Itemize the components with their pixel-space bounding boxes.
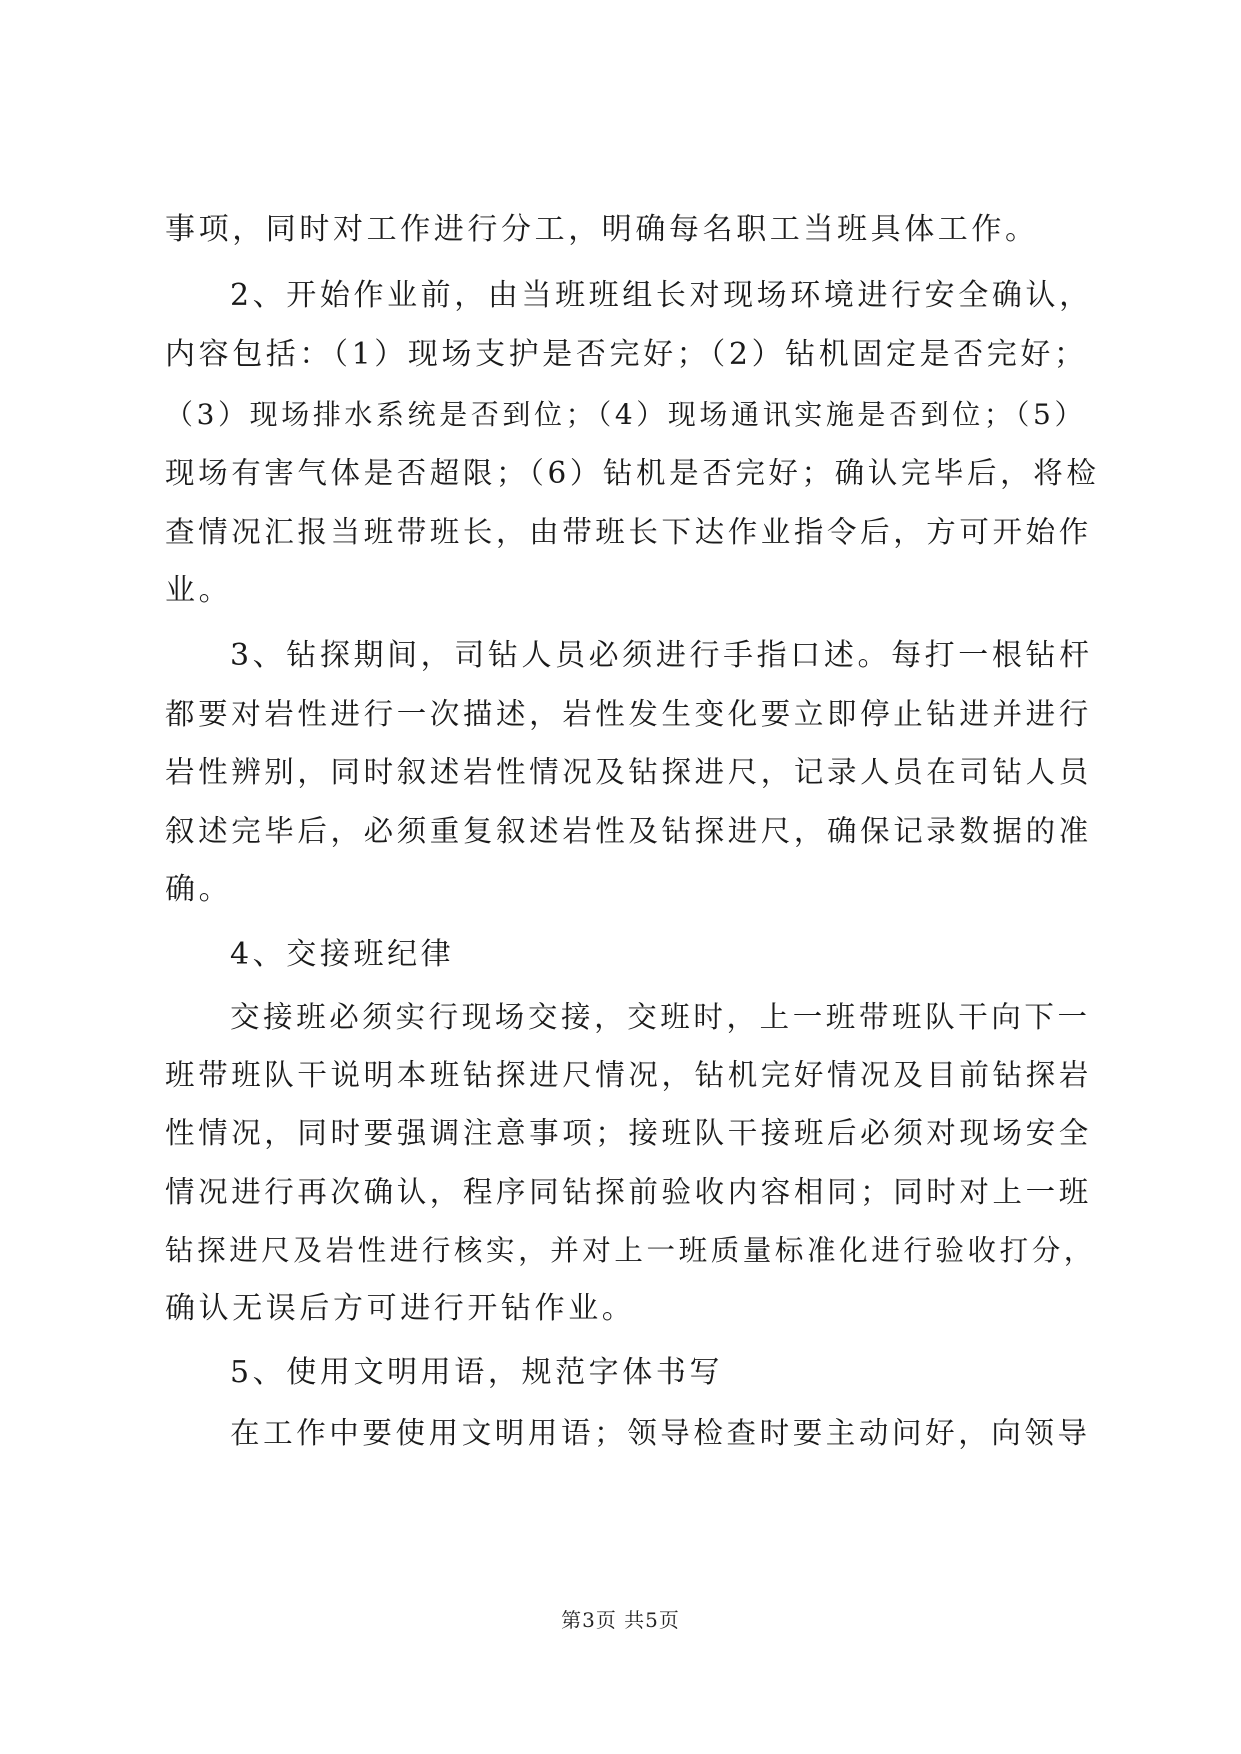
text-line: 交接班必须实行现场交接，交班时，上一班带班队干向下一 bbox=[230, 1000, 1091, 1034]
text-line: 内容包括：（1）现场支护是否完好；（2）钻机固定是否完好； bbox=[165, 337, 1088, 372]
text-line: 班带班队干说明本班钻探进尺情况，钻机完好情况及目前钻探岩 bbox=[165, 1058, 1092, 1092]
text-line: 2、开始作业前，由当班班组长对现场环境进行安全确认， bbox=[230, 278, 1093, 313]
text-line: 查情况汇报当班带班长，由带班长下达作业指令后，方可开始作 bbox=[165, 515, 1092, 549]
text-line: 4、交接班纪律 bbox=[230, 937, 455, 972]
text-line: 性情况，同时要强调注意事项；接班队干接班后必须对现场安全 bbox=[165, 1116, 1092, 1150]
text-line: 现场有害气体是否超限；（6）钻机是否完好；确认完毕后，将检 bbox=[165, 456, 1100, 490]
text-line: 5、使用文明用语，规范字体书写 bbox=[230, 1355, 724, 1390]
text-line: 3、钻探期间，司钻人员必须进行手指口述。每打一根钻杆 bbox=[230, 638, 1093, 673]
text-line: 钻探进尺及岩性进行核实，并对上一班质量标准化进行验收打分， bbox=[165, 1234, 1096, 1267]
text-line: 情况进行再次确认，程序同钻探前验收内容相同；同时对上一班 bbox=[165, 1175, 1092, 1209]
text-line: 业。 bbox=[165, 573, 233, 608]
text-line: 在工作中要使用文明用语；领导检查时要主动问好，向领导 bbox=[230, 1416, 1091, 1450]
text-line: （3）现场排水系统是否到位；（4）现场通讯实施是否到位；（5） bbox=[165, 398, 1087, 431]
text-line: 确认无误后方可进行开钻作业。 bbox=[165, 1291, 636, 1326]
text-line: 叙述完毕后，必须重复叙述岩性及钻探进尺，确保记录数据的准 bbox=[165, 814, 1092, 848]
page-footer: 第3页 共5页 bbox=[561, 1608, 680, 1632]
text-line: 都要对岩性进行一次描述，岩性发生变化要立即停止钻进并进行 bbox=[165, 697, 1092, 731]
text-line: 事项，同时对工作进行分工，明确每名职工当班具体工作。 bbox=[165, 212, 1039, 247]
text-line: 岩性辨别，同时叙述岩性情况及钻探进尺，记录人员在司钻人员 bbox=[165, 755, 1092, 789]
text-line: 确。 bbox=[165, 872, 233, 907]
